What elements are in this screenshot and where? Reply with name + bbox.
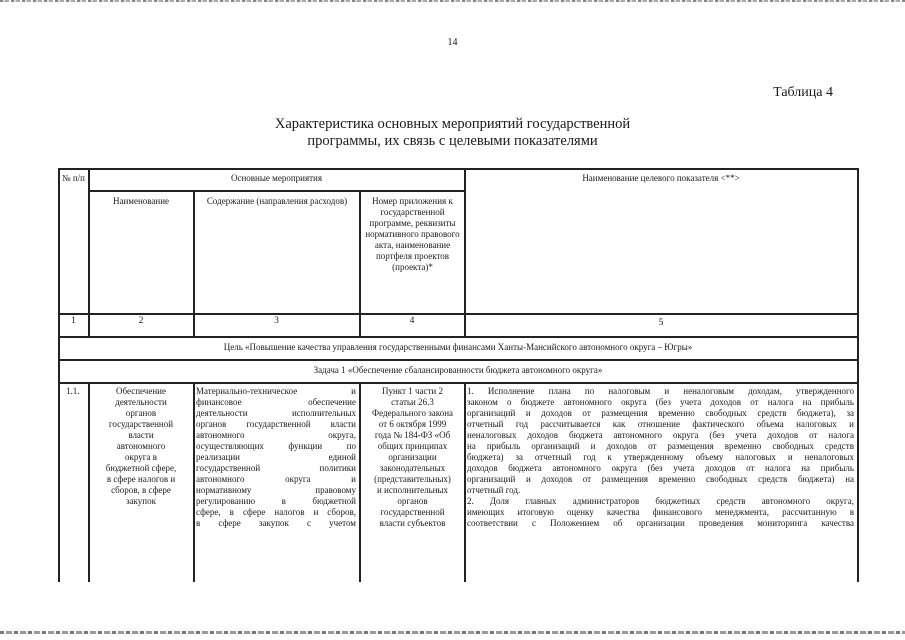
column-number-3: 3 [274, 316, 279, 326]
goal-bottom-line [58, 359, 858, 361]
numbers-bottom-line [58, 336, 858, 338]
header-name: Наименование [112, 196, 170, 206]
scan-edge-bottom [0, 631, 905, 634]
task-row: Задача 1 «Обеспечение сбалансированности бюджета автономного округа» [313, 365, 603, 375]
page-number: 14 [447, 37, 458, 48]
title-line-1: Характеристика основных мероприятий государственной [274, 116, 631, 132]
col-divider-3 [359, 190, 361, 336]
column-number-4: 4 [409, 316, 415, 326]
row-number: 1.1. [66, 386, 80, 396]
column-number-2: 2 [138, 316, 144, 326]
task-bottom-line [58, 382, 858, 384]
header-indicator: Наименование целевого показателя <**> [582, 173, 740, 183]
col-divider-4 [464, 168, 466, 336]
header-appendix: Номер приложения к государственной программе, реквизиты нормативного правового акта, наименование портфеля проектов (проекта)* [365, 196, 460, 272]
subheader-line [88, 190, 464, 192]
event-name: Обеспечение деятельности органов государственной власти автономного округа в бюджетной сфере, в сфере налогов и сборов, в сфере закупок [105, 386, 177, 506]
col-divider-4-body [464, 382, 466, 582]
header-main-events: Основные мероприятия [230, 173, 323, 183]
col-divider-2 [193, 190, 195, 336]
event-content: Материально-техническое и финансовое обеспечение деятельности исполнительных органов государственной власти автономного округа, осуществляющих функции по реализации единой государственной политики автономного округа и нормативному правовому регулированию в бюджетной сфере, в сфере налогов и сборов, в сфере закупок с учетом [196, 386, 356, 528]
document-title [0, 116, 905, 150]
header-content: Содержание (направления расходов) [206, 196, 348, 206]
header-bottom-line [58, 313, 858, 315]
col-divider-2-body [193, 382, 195, 582]
header-no: № п/п [62, 173, 85, 183]
column-number-1: 1 [71, 316, 76, 326]
indicator-text: 1. Исполнение плана по налоговым и неналоговым доходам, утвержденного законом о бюджете автономного округа (без учета доходов от налога на прибыль организаций и доходов от размещения временно свободных средств бюджета), за отчетный год рассчитывается как отношение фактического объема налоговых и неналоговых доходов бюджета автономного округа (без учета доходов от налога на прибыль организаций и доходов от размещения временно свободных средств бюджета) за отчетный год к утвержденному объему налоговых и неналоговых доходов бюджета автономного округа (без учета доходов от налога на прибыль организаций и доходов от размещения временно свободных средств бюджета) на отчетный год. 2. Доля главных администраторов бюджетных средств автономного округа, имеющих итоговую оценку качества финансового менеджмента, рассчитанную в соответствии с Положением об организации проведения мониторинга качества [467, 386, 854, 528]
event-appendix: Пункт 1 части 2 статьи 26.3 Федерального закона от 6 октября 1999 года № 184-ФЗ «Об общих принципах организации законодательных (представительных) и исполнительных органов государственной власти субъектов [371, 386, 454, 528]
table-border-right [857, 168, 859, 582]
table-label: Таблица 4 [773, 85, 833, 100]
title-line-2: программы, их связь с целевыми показателями [307, 133, 598, 149]
goal-row: Цель «Повышение качества управления государственными финансами Ханты-Мансийского автономного округа – Югры» [223, 342, 693, 352]
scan-edge-top [0, 0, 905, 2]
column-number-5: 5 [658, 318, 664, 328]
